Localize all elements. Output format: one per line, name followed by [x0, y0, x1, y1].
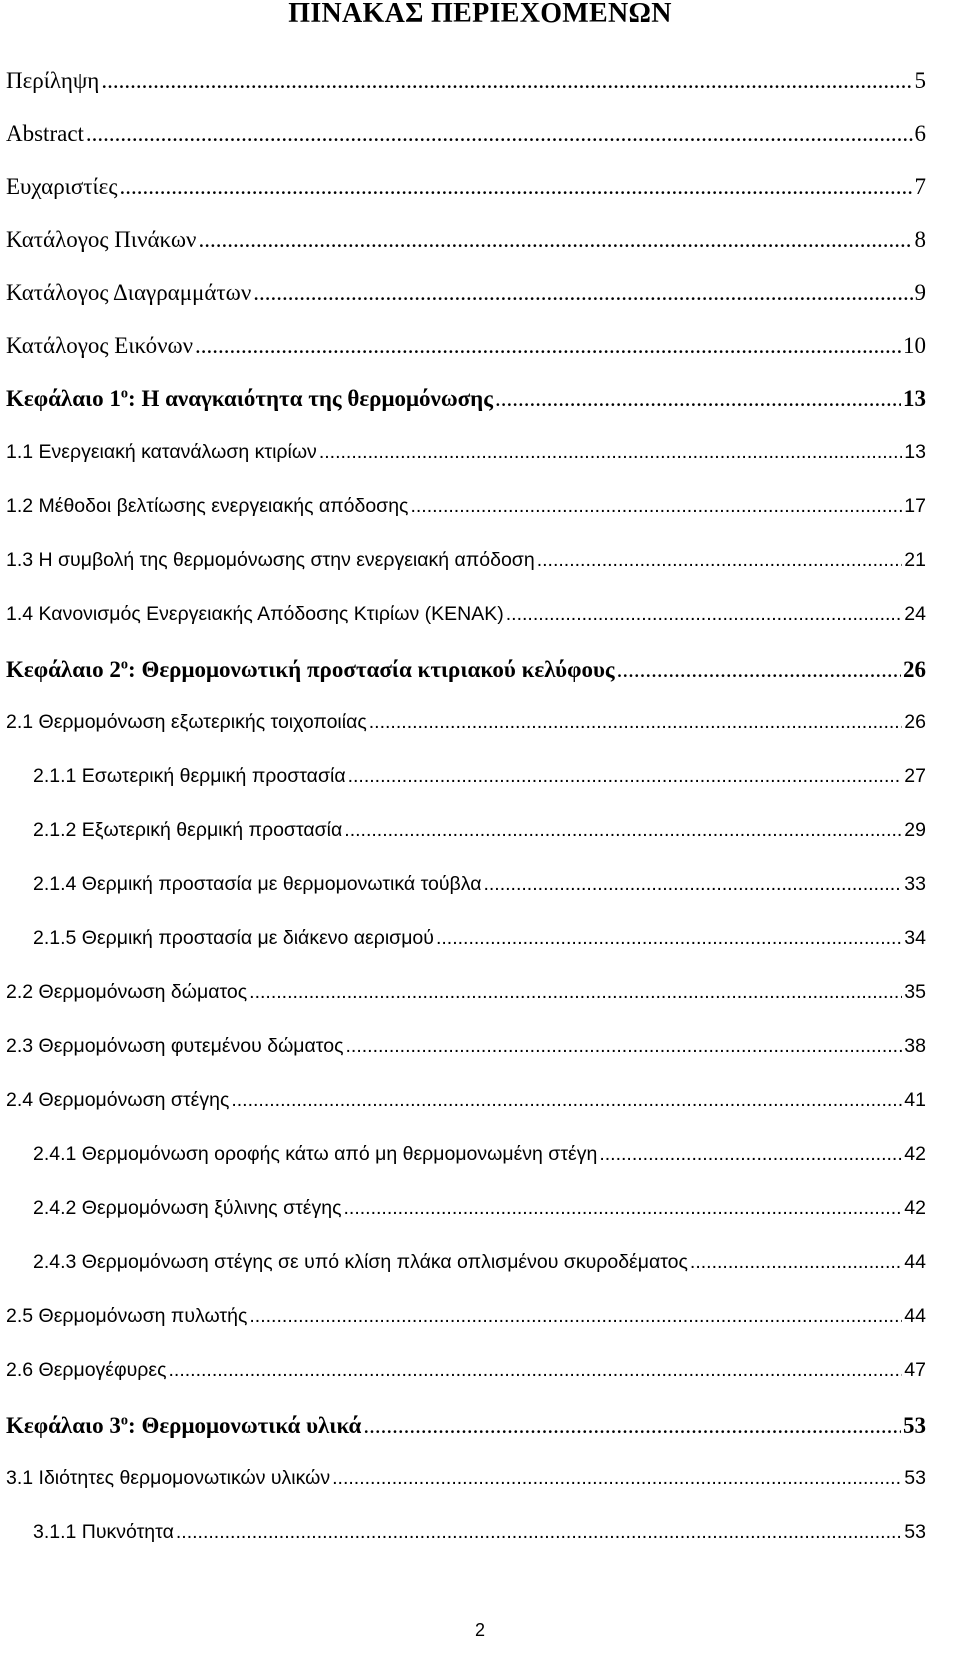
dot-leader: [249, 1305, 902, 1328]
toc-entry-page: 44: [904, 1251, 926, 1273]
toc-entry-title: Κατάλογος Πινάκων: [6, 227, 197, 252]
dot-leader: [483, 873, 902, 896]
toc-entry[interactable]: [6, 174, 926, 204]
toc-entry[interactable]: [6, 121, 926, 151]
toc-entry-title: 2.4.1 Θερμομόνωση οροφής κάτω από μη θερμομονωμένη στέγη: [33, 1143, 598, 1165]
toc-entry-page: 29: [904, 819, 926, 841]
toc-entry-title: Ευχαριστίες: [6, 174, 118, 199]
toc-entry-page: 26: [904, 711, 926, 733]
toc-entry[interactable]: [6, 68, 926, 98]
dot-leader: [410, 495, 902, 518]
dot-leader: [344, 819, 902, 842]
chapter-label: Κεφάλαιο 1: [6, 386, 121, 411]
toc-entry-page: 9: [914, 280, 926, 305]
toc-entry-page: 34: [904, 927, 926, 949]
toc-entry[interactable]: [6, 280, 926, 310]
toc-entry[interactable]: [6, 1467, 926, 1497]
toc-entry-page: 38: [904, 1035, 926, 1057]
toc-entry-page: 44: [904, 1305, 926, 1327]
toc-entry-page: 17: [904, 495, 926, 517]
toc-entry-page: 53: [904, 1521, 926, 1543]
dot-leader: [319, 441, 902, 464]
toc-entry-page: 27: [904, 765, 926, 787]
toc-entry-title: 2.1.1 Εσωτερική θερμική προστασία: [33, 765, 346, 787]
dot-leader: [169, 1359, 903, 1382]
toc-entry-page: 42: [904, 1197, 926, 1219]
toc-entry[interactable]: [6, 441, 926, 471]
page-number: 2: [474, 1620, 485, 1640]
chapter-label: Κεφάλαιο 2: [6, 657, 121, 682]
toc-entry-page: 10: [903, 333, 926, 358]
toc-entry[interactable]: [33, 1143, 926, 1173]
toc-entry[interactable]: [6, 549, 926, 579]
toc-entry[interactable]: [33, 765, 926, 795]
toc-entry[interactable]: [33, 1251, 926, 1281]
toc-entry-title: 3.1 Ιδιότητες θερμομονωτικών υλικών: [6, 1467, 331, 1489]
dot-leader: [495, 386, 901, 412]
toc-entry-page: 13: [903, 386, 926, 411]
toc-entry-page: 24: [904, 603, 926, 625]
dot-leader: [369, 711, 903, 734]
ordinal-superscript: ο: [120, 1412, 129, 1429]
toc-entry-title: 2.4.2 Θερμομόνωση ξύλινης στέγης: [33, 1197, 342, 1219]
toc-entry-title: 2.5 Θερμομόνωση πυλωτής: [6, 1305, 248, 1327]
toc-entry-title: 2.2 Θερμομόνωση δώματος: [6, 981, 248, 1003]
toc-entry-title: [6, 657, 615, 683]
dot-leader: [344, 1197, 903, 1220]
toc-entry[interactable]: [6, 1089, 926, 1119]
dot-leader: [253, 280, 912, 306]
chapter-title: : Θερμομονωτικά υλικά: [128, 1413, 362, 1438]
toc-entry[interactable]: [6, 1035, 926, 1065]
toc-entry-page: 35: [904, 981, 926, 1003]
toc-chapter-entry[interactable]: [6, 386, 926, 416]
dot-leader: [506, 603, 903, 626]
toc-entry-page: 8: [914, 227, 926, 252]
toc-entry[interactable]: [6, 495, 926, 525]
toc-entry-page: 5: [914, 68, 926, 93]
dot-leader: [348, 765, 903, 788]
toc-entry-page: 53: [904, 1467, 926, 1489]
toc-entry-title: 2.1.5 Θερμική προστασία με διάκενο αερισμού: [33, 927, 434, 949]
toc-entry-title: 2.1.2 Εξωτερική θερμική προστασία: [33, 819, 343, 841]
toc-entry-page: 13: [904, 441, 926, 463]
toc-entry-page: 7: [914, 174, 926, 199]
toc-entry-title: 2.1 Θερμομόνωση εξωτερικής τοιχοποιίας: [6, 711, 367, 733]
toc-entry-title: 1.3 Η συμβολή της θερμομόνωσης στην ενεργειακή απόδοση: [6, 549, 535, 571]
toc-entry-title: 1.4 Κανονισμός Ενεργειακής Απόδοσης Κτιρίων (ΚΕΝΑΚ): [6, 603, 504, 625]
toc-entry[interactable]: [6, 981, 926, 1011]
toc-entry[interactable]: [6, 1305, 926, 1335]
dot-leader: [690, 1251, 902, 1274]
toc-entry-title: 3.1.1 Πυκνότητα: [33, 1521, 174, 1543]
dot-leader: [231, 1089, 902, 1112]
toc-entry-page: 42: [904, 1143, 926, 1165]
toc-entry[interactable]: [33, 1197, 926, 1227]
toc-entry-title: Abstract: [6, 121, 84, 146]
toc-entry-page: 47: [904, 1359, 926, 1381]
dot-leader: [198, 227, 912, 253]
toc-chapter-entry[interactable]: [6, 1413, 926, 1443]
dot-leader: [599, 1143, 902, 1166]
toc-entry[interactable]: [6, 1359, 926, 1389]
dot-leader: [119, 174, 912, 200]
dot-leader: [249, 981, 902, 1004]
chapter-title: : Θερμομονωτική προστασία κτιριακού κελύφους: [128, 657, 615, 682]
dot-leader: [176, 1521, 902, 1544]
dot-leader: [101, 68, 912, 94]
toc-entry-page: 41: [904, 1089, 926, 1111]
toc-entry[interactable]: [6, 227, 926, 257]
toc-entry[interactable]: [33, 873, 926, 903]
toc-entry-title: [6, 1413, 361, 1439]
toc-entry-title: Κατάλογος Διαγραμμάτων: [6, 280, 252, 305]
toc-entry-title: 2.6 Θερμογέφυρες: [6, 1359, 167, 1381]
dot-leader: [332, 1467, 902, 1490]
toc-entry-page: 26: [903, 657, 926, 682]
toc-chapter-entry[interactable]: [6, 657, 926, 687]
page-title: ΠΙΝΑΚΑΣ ΠΕΡΙΕΧΟΜΕΝΩΝ: [288, 0, 672, 29]
chapter-label: Κεφάλαιο 3: [6, 1413, 121, 1438]
toc-entry-title: [6, 386, 493, 412]
toc-entry-title: 2.3 Θερμομόνωση φυτεμένου δώματος: [6, 1035, 344, 1057]
dot-leader: [363, 1413, 901, 1439]
toc-entry-title: 2.1.4 Θερμική προστασία με θερμομονωτικά τούβλα: [33, 873, 482, 895]
toc-entry[interactable]: [6, 603, 926, 633]
toc-entry[interactable]: [33, 819, 926, 849]
toc-entry-title: 1.2 Μέθοδοι βελτίωσης ενεργειακής απόδοσης: [6, 495, 409, 517]
toc-entry[interactable]: [6, 711, 926, 741]
toc-entry-page: 21: [904, 549, 926, 571]
dot-leader: [345, 1035, 902, 1058]
toc-entry-title: 2.4.3 Θερμομόνωση στέγης σε υπό κλίση πλάκα οπλισμένου σκυροδέματος: [33, 1251, 688, 1273]
toc-entry[interactable]: [33, 927, 926, 957]
toc-entry-page: 53: [903, 1413, 926, 1438]
toc-entry[interactable]: [33, 1521, 926, 1551]
ordinal-superscript: ο: [120, 656, 129, 673]
toc-entry-title: Κατάλογος Εικόνων: [6, 333, 194, 358]
dot-leader: [617, 657, 901, 683]
ordinal-superscript: ο: [120, 385, 129, 402]
toc-entry-title: Περίληψη: [6, 68, 100, 93]
dot-leader: [86, 121, 913, 147]
toc-entry-title: 2.4 Θερμομόνωση στέγης: [6, 1089, 230, 1111]
toc-entry[interactable]: [6, 333, 926, 363]
toc-entry-title: 1.1 Ενεργειακή κατανάλωση κτιρίων: [6, 441, 317, 463]
dot-leader: [436, 927, 902, 950]
toc-entry-page: 33: [904, 873, 926, 895]
dot-leader: [537, 549, 903, 572]
dot-leader: [195, 333, 901, 359]
chapter-title: : Η αναγκαιότητα της θερμομόνωσης: [128, 386, 493, 411]
toc-entry-page: 6: [914, 121, 926, 146]
